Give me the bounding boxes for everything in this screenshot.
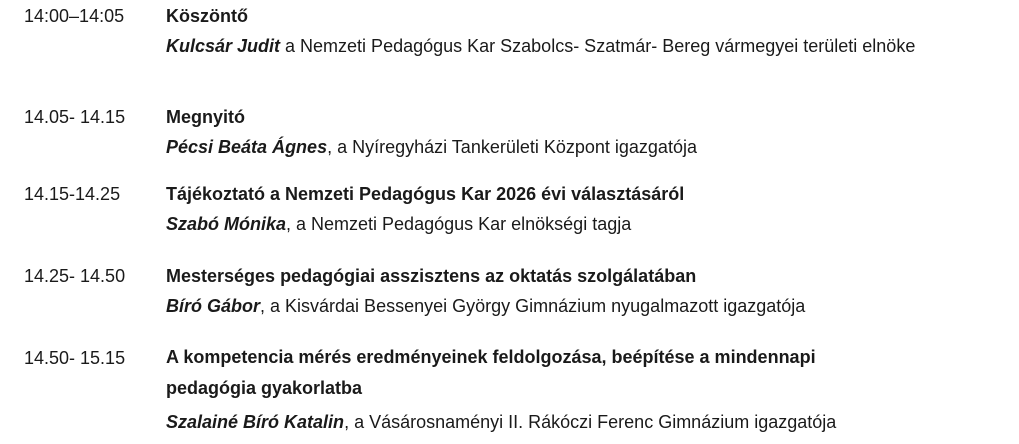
speaker-name: Szabó Mónika: [166, 214, 287, 234]
speaker-name: Pécsi Beáta Ágnes: [166, 137, 328, 157]
speaker-role: , a Kisvárdai Bessenyei György Gimnázium nyugalmazott igazgatója: [260, 296, 806, 316]
speaker-name: Bíró Gábor: [166, 296, 261, 316]
agenda-title: A kompetencia mérés eredményeinek feldolgozása, beépítése a mindennapi pedagógia gyakorlatba: [166, 347, 816, 398]
agenda-time: 14.25- 14.50: [24, 266, 126, 286]
agenda-time: 14.50- 15.15: [24, 348, 126, 368]
agenda-content: [166, 346, 926, 436]
agenda-speaker: [166, 34, 926, 58]
agenda-content: [166, 4, 926, 58]
agenda-content: [166, 105, 926, 159]
speaker-role: , a Vásárosnaményi II. Rákóczi Ferenc Gimnázium igazgatója: [344, 412, 837, 432]
agenda-content: [166, 182, 926, 236]
agenda-title: Mesterséges pedagógiai asszisztens az oktatás szolgálatában: [166, 266, 697, 286]
speaker-role: , a Nyíregyházi Tankerületi Központ igazgatója: [327, 137, 697, 157]
agenda-speaker: [166, 135, 926, 159]
agenda-speaker: [166, 212, 926, 236]
agenda-speaker: [166, 408, 926, 436]
agenda-speaker: [166, 294, 926, 318]
agenda-content: [166, 264, 926, 318]
speaker-role: , a Nemzeti Pedagógus Kar elnökségi tagja: [286, 214, 632, 234]
agenda-time: 14:00–14:05: [24, 6, 125, 26]
agenda-time: 14.05- 14.15: [24, 107, 126, 127]
agenda-time: 14.15-14.25: [24, 184, 121, 204]
agenda-title: Megnyitó: [166, 107, 245, 127]
speaker-name: Kulcsár Judit: [166, 36, 281, 56]
speaker-name: Szalainé Bíró Katalin: [166, 412, 345, 432]
agenda-title: Köszöntő: [166, 6, 248, 26]
agenda-title: Tájékoztató a Nemzeti Pedagógus Kar 2026 évi választásáról: [166, 184, 685, 204]
speaker-role: a Nemzeti Pedagógus Kar Szabolcs- Szatmár- Bereg vármegyei területi elnöke: [280, 36, 916, 56]
